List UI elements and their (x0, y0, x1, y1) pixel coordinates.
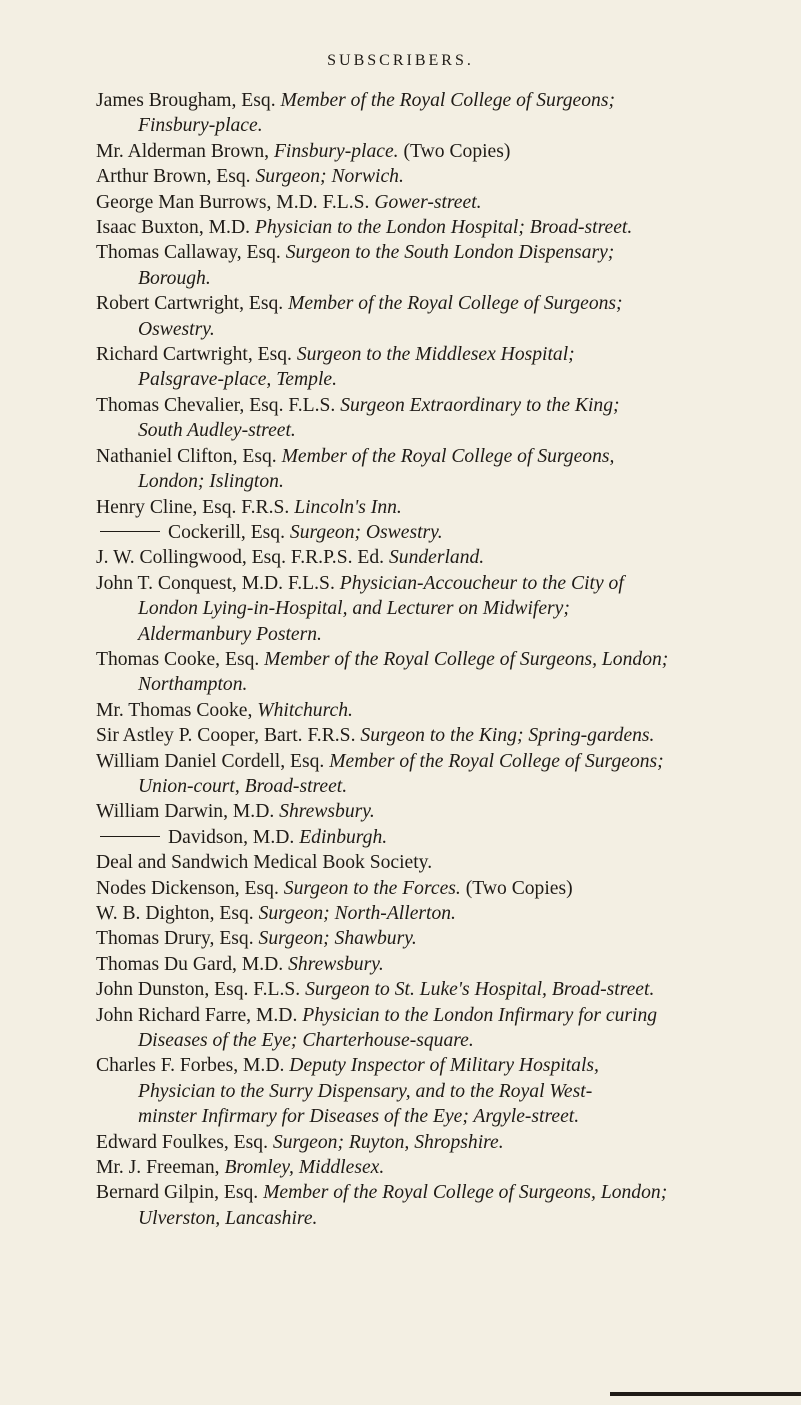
subscriber-name: Thomas Chevalier, Esq. F.L.S. (96, 394, 336, 416)
subscriber-entry (96, 190, 786, 215)
subscriber-entry (96, 825, 786, 850)
subscriber-description: Surgeon; Shawbury. (258, 928, 417, 950)
subscriber-name: Cockerill, Esq. (168, 521, 285, 543)
subscriber-name: Richard Cartwright, Esq. (96, 344, 292, 366)
subscriber-name: W. B. Dighton, Esq. (96, 903, 254, 924)
subscriber-entry (96, 545, 786, 570)
subscriber-name: Nathaniel Clifton, Esq. (96, 445, 277, 467)
subscriber-description: Surgeon; Oswestry. (289, 521, 443, 543)
subscriber-name: Robert Cartwright, Esq. (96, 293, 284, 315)
subscriber-entry (96, 1180, 786, 1231)
subscriber-description: Deputy Inspector of Military Hospitals, (289, 1055, 599, 1077)
subscriber-entry (96, 1130, 786, 1155)
subscriber-name: Thomas Callaway, Esq. (96, 242, 281, 264)
subscriber-name: John Dunston, Esq. F.L.S. (96, 979, 301, 1001)
subscriber-entry (96, 1003, 786, 1054)
subscriber-name: Davidson, M.D. (168, 826, 295, 848)
subscriber-description: Finsbury-place. (273, 140, 399, 162)
subscriber-entry (96, 88, 786, 139)
subscriber-description: Surgeon to the King; Spring-gardens. (360, 725, 655, 747)
subscriber-description: Whitchurch. (257, 699, 353, 721)
subscriber-description: Surgeon to St. Luke's Hospital, Broad-street. (305, 979, 655, 1001)
page-edge-line (610, 1392, 801, 1396)
subscriber-description: Gower-street. (374, 191, 482, 213)
subscriber-entry (96, 393, 786, 444)
subscriber-entry (96, 342, 786, 393)
subscriber-description: Sunderland. (388, 547, 485, 569)
subscriber-name: Mr. J. Freeman, (96, 1157, 220, 1179)
subscriber-entry (96, 850, 786, 875)
subscriber-entry (96, 444, 786, 495)
subscriber-name: William Darwin, M.D. (96, 801, 275, 823)
subscriber-name: James Brougham, Esq. (96, 90, 276, 111)
subscriber-description: Surgeon to the Forces. (283, 877, 461, 899)
subscriber-description: Surgeon to the South London Dispensary; (285, 242, 615, 264)
subscriber-entry (96, 520, 786, 545)
subscriber-name: Mr. Thomas Cooke, (96, 699, 253, 721)
subscriber-description-continued: London Lying-in-Hospital, and Lecturer on Midwifery; (138, 598, 570, 620)
subscriber-entry (96, 799, 786, 824)
subscriber-name: John Richard Farre, M.D. (96, 1004, 298, 1026)
subscriber-description: Bromley, Middlesex. (224, 1157, 385, 1179)
subscriber-description: Surgeon; Norwich. (255, 166, 404, 188)
subscriber-description-continued: Union-court, Broad-street. (138, 775, 348, 797)
subscriber-name: Mr. Alderman Brown, (96, 140, 270, 162)
subscriber-description-continued: South Audley-street. (138, 420, 296, 442)
subscriber-description: Physician to the London Infirmary for curing (302, 1004, 658, 1026)
running-head: SUBSCRIBERS. (327, 52, 474, 69)
subscriber-description: Lincoln's Inn. (294, 496, 402, 518)
subscriber-list (96, 88, 786, 1231)
subscriber-description: Surgeon; Ruyton, Shropshire. (272, 1131, 504, 1153)
subscriber-entry (96, 215, 786, 240)
subscriber-description: Shrewsbury. (288, 953, 384, 975)
copies-note: (Two Copies) (465, 877, 573, 899)
subscriber-name: Arthur Brown, Esq. (96, 166, 251, 188)
subscriber-entry (96, 749, 786, 800)
copies-note: (Two Copies) (403, 140, 511, 162)
subscriber-description: Member of the Royal College of Surgeons, London; (263, 1182, 668, 1204)
subscriber-entry (96, 139, 786, 164)
subscriber-description: Member of the Royal College of Surgeons; (329, 750, 664, 772)
subscriber-entry (96, 901, 786, 926)
subscriber-description-continued: London; Islington. (138, 471, 284, 493)
subscriber-name: Charles F. Forbes, M.D. (96, 1055, 285, 1077)
subscriber-description-continued: Aldermanbury Postern. (138, 623, 322, 645)
subscriber-name: Bernard Gilpin, Esq. (96, 1182, 259, 1204)
subscriber-entry (96, 876, 786, 901)
subscriber-name: George Man Burrows, M.D. F.L.S. (96, 191, 370, 213)
subscriber-description: Surgeon to the Middlesex Hospital; (296, 344, 575, 366)
subscriber-entry (96, 723, 786, 748)
subscriber-description-continued: Finsbury-place. (138, 115, 263, 137)
subscriber-name: Nodes Dickenson, Esq. (96, 877, 279, 899)
subscriber-description: Member of the Royal College of Surgeons; (288, 293, 623, 315)
subscriber-description: Member of the Royal College of Surgeons, London; (264, 648, 669, 670)
subscriber-entry (96, 164, 786, 189)
subscriber-name: Thomas Cooke, Esq. (96, 648, 260, 670)
subscriber-entry (96, 952, 786, 977)
subscriber-name: Edward Foulkes, Esq. (96, 1131, 268, 1153)
subscriber-name: Isaac Buxton, M.D. (96, 217, 251, 239)
subscriber-description-continued: Oswestry. (138, 318, 215, 340)
subscriber-description: Edinburgh. (299, 826, 388, 848)
subscriber-entry (96, 647, 786, 698)
subscriber-description: Physician-Accoucheur to the City of (339, 572, 624, 594)
subscriber-description-continued: Ulverston, Lancashire. (138, 1207, 318, 1229)
subscriber-name: Deal and Sandwich Medical Book Society. (96, 852, 433, 874)
subscriber-entry (96, 240, 786, 291)
subscriber-entry (96, 1053, 786, 1129)
name-ditto-rule (100, 531, 160, 532)
subscriber-description-continued: minster Infirmary for Diseases of the Eye; Argyle-street. (138, 1106, 580, 1128)
subscriber-name: William Daniel Cordell, Esq. (96, 750, 325, 772)
subscriber-name: John T. Conquest, M.D. F.L.S. (96, 572, 335, 594)
subscriber-entry (96, 571, 786, 647)
subscriber-description-continued: Diseases of the Eye; Charterhouse-square. (138, 1030, 474, 1052)
subscriber-description: Shrewsbury. (279, 801, 375, 823)
subscriber-entry (96, 926, 786, 951)
subscriber-description: Physician to the London Hospital; Broad-street. (254, 217, 633, 239)
subscriber-description: Member of the Royal College of Surgeons; (280, 90, 615, 111)
subscriber-entry (96, 977, 786, 1002)
subscriber-entry (96, 698, 786, 723)
subscriber-description-continued: Palsgrave-place, Temple. (138, 369, 337, 391)
subscriber-description: Surgeon Extraordinary to the King; (340, 394, 620, 416)
subscriber-description-continued: Physician to the Surry Dispensary, and to the Royal West- (138, 1080, 593, 1102)
subscriber-name: Thomas Du Gard, M.D. (96, 953, 284, 975)
subscriber-description: Surgeon; North-Allerton. (258, 903, 456, 924)
subscriber-description: Member of the Royal College of Surgeons, (281, 445, 615, 467)
subscriber-entry (96, 291, 786, 342)
subscriber-entry (96, 495, 786, 520)
subscriber-entry (96, 1155, 786, 1180)
subscriber-name: Sir Astley P. Cooper, Bart. F.R.S. (96, 725, 356, 747)
subscriber-description-continued: Borough. (138, 267, 211, 289)
subscriber-name: J. W. Collingwood, Esq. F.R.P.S. Ed. (96, 547, 385, 569)
subscriber-description-continued: Northampton. (138, 674, 248, 696)
name-ditto-rule (100, 836, 160, 837)
subscriber-name: Thomas Drury, Esq. (96, 928, 254, 950)
subscriber-name: Henry Cline, Esq. F.R.S. (96, 496, 290, 518)
